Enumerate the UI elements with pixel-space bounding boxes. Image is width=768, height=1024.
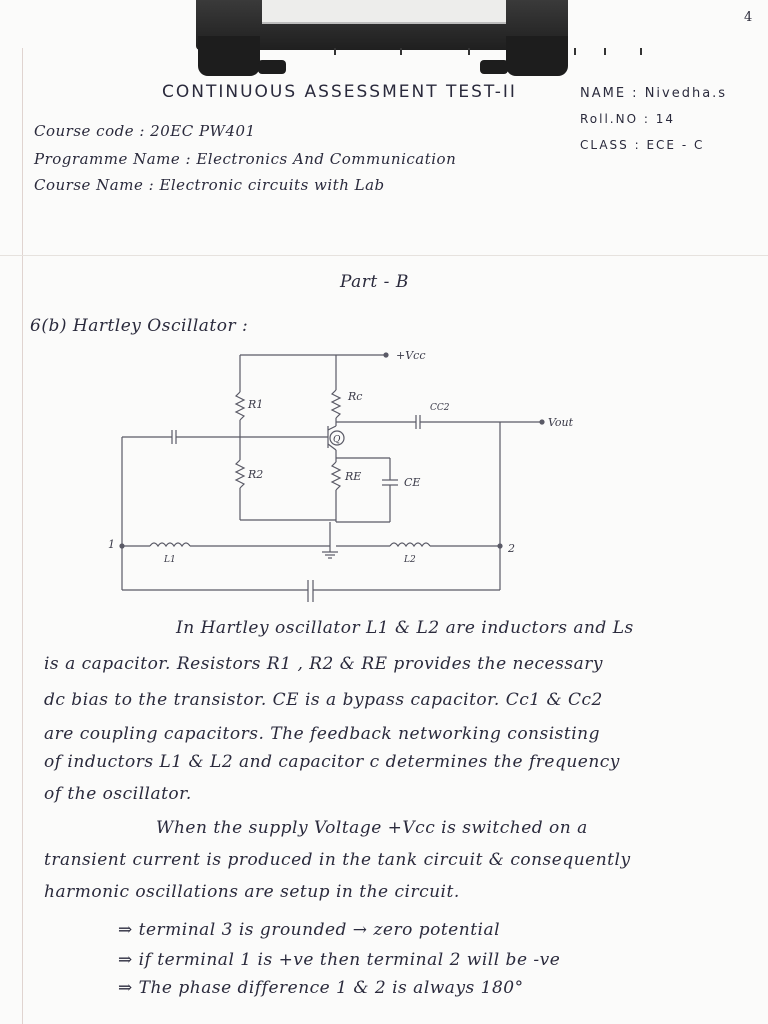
section-heading: Part - B: [340, 272, 409, 292]
clip-leg-left: [198, 36, 260, 76]
body-line: When the supply Voltage +Vcc is switched on a: [156, 818, 588, 838]
ruler-tick: [400, 48, 402, 55]
student-name: NAME : Nivedha.s: [580, 86, 728, 101]
page-number: 4: [744, 10, 753, 25]
resistor-re: [332, 462, 340, 490]
r1-label: R1: [248, 398, 264, 411]
header-divider: [0, 255, 768, 256]
body-line: of the oscillator.: [44, 784, 192, 804]
ce-label: CE: [404, 476, 421, 489]
ruler-tick: [468, 48, 470, 55]
roll-number: Roll.NO : 14: [580, 112, 675, 126]
question-heading: 6(b) Hartley Oscillator :: [30, 316, 249, 336]
terminal-2-label: 2: [508, 542, 515, 555]
ruler-tick: [640, 48, 642, 55]
ruler-tick: [574, 48, 576, 55]
re-label: RE: [345, 470, 362, 483]
ruler-tick: [604, 48, 606, 55]
class-section: CLASS : ECE - C: [580, 138, 705, 152]
bullet-point: ⇒ The phase difference 1 & 2 is always 180°: [118, 978, 524, 998]
body-line: transient current is produced in the tank circuit & consequently: [44, 850, 631, 870]
q-label: Q: [333, 435, 341, 445]
body-line: is a capacitor. Resistors R1 , R2 & RE provides the necessary: [44, 654, 603, 674]
clip-leg-right: [506, 36, 568, 76]
program-name: Programme Name : Electronics And Communication: [34, 150, 457, 168]
body-line: of inductors L1 & L2 and capacitor c determines the frequency: [44, 752, 620, 772]
vout-node: [540, 420, 544, 424]
l2-label: L2: [404, 555, 416, 565]
body-line: dc bias to the transistor. CE is a bypass capacitor. Cc1 & Cc2: [44, 690, 603, 710]
body-line: harmonic oscillations are setup in the circuit.: [44, 882, 460, 902]
bullet-point: ⇒ terminal 3 is grounded → zero potential: [118, 920, 501, 940]
hartley-oscillator-circuit: [100, 340, 600, 610]
clipboard-clip-inner: [262, 0, 506, 24]
ruler-tick: [334, 48, 336, 55]
course-name: Course Name : Electronic circuits with Lab: [34, 176, 385, 194]
body-line: are coupling capacitors. The feedback networking consisting: [44, 724, 600, 744]
margin-line: [22, 48, 23, 1024]
terminal-1-label: 1: [108, 538, 115, 551]
resistor-r1: [236, 392, 244, 420]
vcc-label: +Vcc: [396, 349, 426, 362]
r2-label: R2: [248, 468, 264, 481]
clip-foot-left: [258, 60, 286, 74]
inductor-l1: [150, 543, 190, 546]
rc-label: Rc: [348, 390, 363, 403]
cc2-label: CC2: [430, 403, 450, 413]
resistor-r2: [236, 460, 244, 488]
vcc-node: [384, 353, 388, 357]
test-title: CONTINUOUS ASSESSMENT TEST-II: [162, 82, 517, 102]
vout-label: Vout: [548, 416, 574, 429]
inductor-l2: [390, 543, 430, 546]
bullet-point: ⇒ if terminal 1 is +ve then terminal 2 will be -ve: [118, 950, 561, 970]
resistor-rc: [332, 390, 340, 418]
l1-label: L1: [164, 555, 176, 565]
course-code: Course code : 20EC PW401: [34, 122, 256, 140]
body-line: In Hartley oscillator L1 & L2 are inductors and Ls: [176, 618, 634, 638]
clip-foot-right: [480, 60, 508, 74]
